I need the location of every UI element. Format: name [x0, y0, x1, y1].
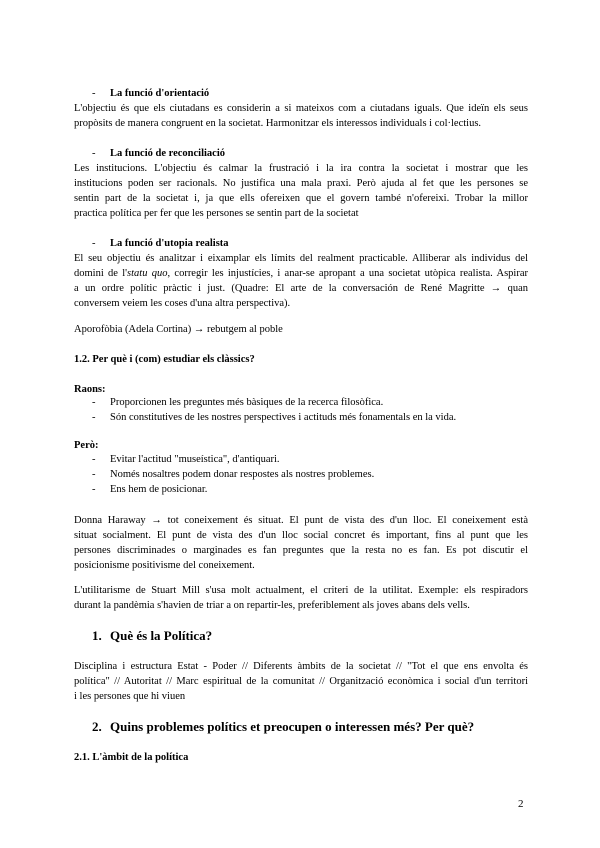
statu-quo-italic: statu quo	[127, 268, 168, 279]
heading-text: La funció de reconciliació	[110, 148, 226, 159]
dash-marker: -	[92, 454, 96, 465]
heading-text: La funció d'utopia realista	[110, 238, 229, 249]
dash-marker: -	[92, 412, 96, 423]
aporofobia-line: Aporofòbia (Adela Cortina) → rebutgem al poble	[74, 324, 283, 335]
dash-marker: -	[92, 397, 96, 408]
raons-label: Raons:	[74, 384, 106, 395]
paragraph-orientacio: L'objectiu és que els ciutadans es considerin a si mateixos com a ciutadans iguals. Que ideïn els seus propòsits de manera congruent en la societat. Harmonitzar els interessos individuals i col·lectius.	[74, 103, 528, 129]
document-page: - La funció d'orientació L'objectiu és que els ciutadans es considerin a si mateixos com a ciutadans iguals. Que ideïn els seus propòsits de manera congruent en la societat. Harmonitzar els interessos individuals i col·lectius. - La funció de reconciliació Les institucions. L'objectiu és calmar la frustració i la ira contra la societat i mostrar que les institucions poden ser racionals. No justifica una mala praxi. Però ajuda al fet que les persones se sentin part de la societat i, ja que ells ofereixen que el govern també n'ofereixi. Trobar la millor practica política per fer que les persones se sentin part de la societat - La funció d'utopia realista El seu objectiu és analitzar i eixamplar els límits del realment practicable. Alliberar als individus del domini de l'statu quo, corregir les injustícies, i anar-se apropant a una societat utòpica realista. Aspirar a un ordre polític pràctic i just. (Quadre: El arte de la conversación de René Magritte → quan conversem veiem les coses d'una altra perspectiva). Aporofòbia (Adela Cortina) → rebutgem al poble 1.2. Per què i (com) estudiar els clàssics? Raons: - Proporcionen les preguntes més bàsiques de la recerca filosòfica. - Són constitutives de les nostres perspectives i actituds més fonamentals en la vida. Però: - Evitar l'actitud "museística", d'antiquari. - Només nosaltres podem donar respostes als nostres problemes. - Ens hem de posicionar. Donna Haraway → tot coneixement és situat. El punt de vista des d'un lloc. El coneixement està situat socialment. El punt de vista des d'un lloc social concret és important, fins al punt que les persones discriminades o marginades es fan preguntes que la resta no es fan. Es pot discutir el posicionisme positivisme del coneixement. L'utilitarisme de Stuart Mill s'usa molt actualment, el criteri de la utilitat. Exemple: els respiradors durant la pandèmia s'havien de triar a on repartir-les, preferiblement als joves abans dels vells. 1. Què és la Política? Disciplina i estructura Estat - Poder // Diferents àmbits de la societat // "Tot el que ens envolta és política" // Autoritat // Marc espiritual de la comunitat // Organització econòmica i social d'un territori i les persones que hi viuen 2. Quins problemes polítics et preocupen o interessen més? Per què? 2.1. L'àmbit de la política 2	[74, 88, 528, 810]
section-number: 1.	[92, 628, 102, 643]
pero-label: Però:	[74, 440, 99, 451]
subsection-heading-2-1: 2.1. L'àmbit de la política	[74, 752, 189, 763]
dash-marker: -	[92, 484, 96, 495]
section-title: Quins problemes polítics et preocupen o interessen més? Per què?	[110, 719, 475, 734]
dash-marker: -	[92, 238, 96, 249]
paragraph-utilitarisme: L'utilitarisme de Stuart Mill s'usa molt actualment, el criteri de la utilitat. Exemple: els respiradors durant la pandèmia s'havien de triar a on repartir-les, preferiblement als joves abans dels vells.	[74, 585, 528, 611]
section-number: 2.	[92, 719, 102, 734]
section-title: Què és la Política?	[110, 628, 213, 643]
paragraph-disciplina: Disciplina i estructura Estat - Poder // Diferents àmbits de la societat // "Tot el que ens envolta és política" // Autoritat // Marc espiritual de la comunitat // Organització econòmica i social d'un territori i les persones que hi viuen	[74, 661, 528, 702]
paragraph-reconciliacio: Les institucions. L'objectiu és calmar la frustració i la ira contra la societat i mostrar que les institucions poden ser racionals. No justifica una mala praxi. Però ajuda al fet que les persones se sentin part de la societat i, ja que ells ofereixen que el govern també n'ofereixi. Trobar la millor practica política per fer que les persones se sentin part de la societat	[74, 163, 528, 219]
dash-marker: -	[92, 148, 96, 159]
dash-marker: -	[92, 469, 96, 480]
heading-text: La funció d'orientació	[110, 88, 210, 99]
subsection-heading-1-2: 1.2. Per què i (com) estudiar els clàssics?	[74, 354, 255, 365]
dash-marker: -	[92, 88, 96, 99]
paragraph-haraway: Donna Haraway → tot coneixement és situat. El punt de vista des d'un lloc. El coneixement està situat socialment. El punt de vista des d'un lloc social concret és important, fins al punt que les persones discriminades o marginades es fan preguntes que la resta no es fan. Es pot discutir el posicionisme positivisme del coneixement.	[74, 515, 528, 571]
page-number: 2	[518, 798, 524, 810]
paragraph-utopia: El seu objectiu és analitzar i eixamplar els límits del realment practicable. Alliberar als individus del domini de l'statu quo, corregir les injustícies, i anar-se apropant a una societat utòpica realista. Aspirar a un ordre polític pràctic i just. (Quadre: El arte de la conversación de René Magritte → quan conversem veiem les coses d'una altra perspectiva).	[74, 253, 528, 309]
